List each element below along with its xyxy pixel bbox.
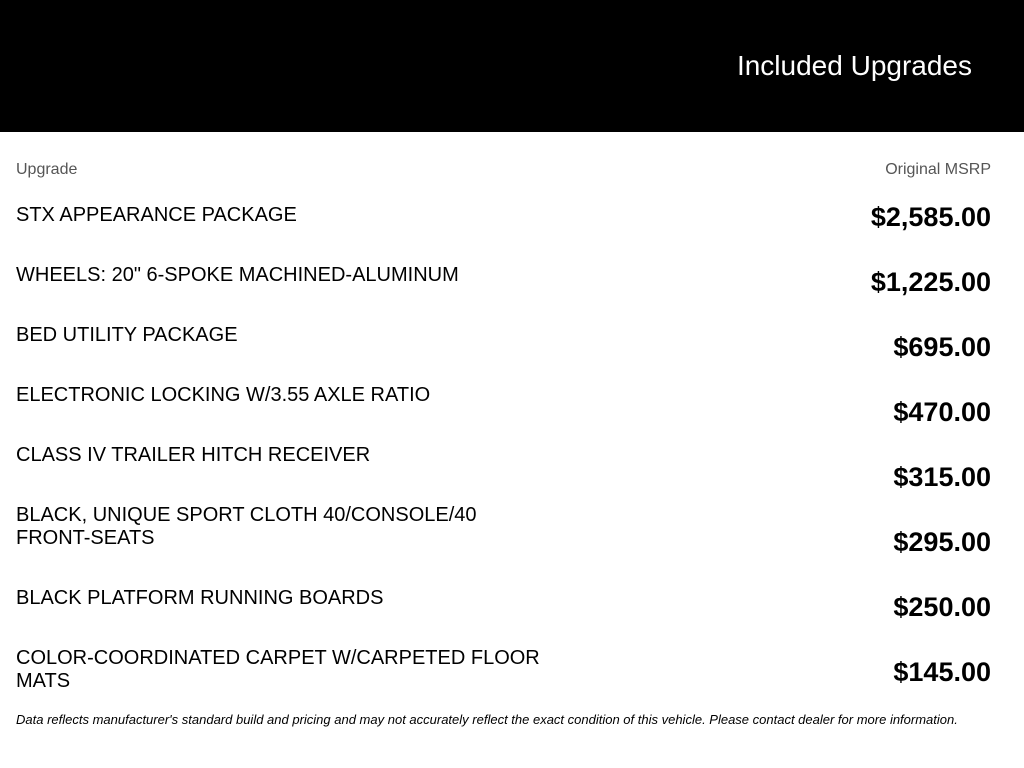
page-title: Included Upgrades — [736, 50, 972, 81]
upgrade-name: STX APPEARANCE PACKAGE — [16, 204, 297, 226]
upgrade-price: $315.00 — [893, 462, 991, 492]
upgrade-name: CLASS IV TRAILER HITCH RECEIVER — [16, 444, 371, 466]
upgrade-name: BLACK, UNIQUE SPORT CLOTH 40/CONSOLE/40 FRONT-SEATS — [16, 504, 477, 549]
upgrade-price: $695.00 — [893, 332, 991, 362]
upgrade-name: BLACK PLATFORM RUNNING BOARDS — [16, 587, 384, 609]
header-bar — [0, 0, 1024, 132]
upgrade-name: ELECTRONIC LOCKING W/3.55 AXLE RATIO — [16, 384, 431, 406]
upgrade-price: $145.00 — [893, 657, 991, 687]
upgrade-price: $470.00 — [893, 397, 991, 427]
upgrade-name: BED UTILITY PACKAGE — [16, 324, 238, 346]
upgrade-price: $295.00 — [893, 527, 991, 557]
upgrade-price: $250.00 — [893, 592, 991, 622]
column-header-upgrade: Upgrade — [16, 161, 78, 178]
column-header-msrp: Original MSRP — [885, 161, 991, 178]
upgrade-name: COLOR-COORDINATED CARPET W/CARPETED FLOOR MATS — [16, 647, 540, 692]
upgrade-price: $1,225.00 — [870, 267, 991, 297]
upgrade-price: $2,585.00 — [870, 202, 991, 232]
upgrade-name: WHEELS: 20" 6-SPOKE MACHINED-ALUMINUM — [16, 264, 459, 286]
disclaimer-text: Data reflects manufacturer's standard build and pricing and may not accurately reflect the exact condition of this vehicle. Please contact dealer for more information. — [16, 712, 958, 727]
